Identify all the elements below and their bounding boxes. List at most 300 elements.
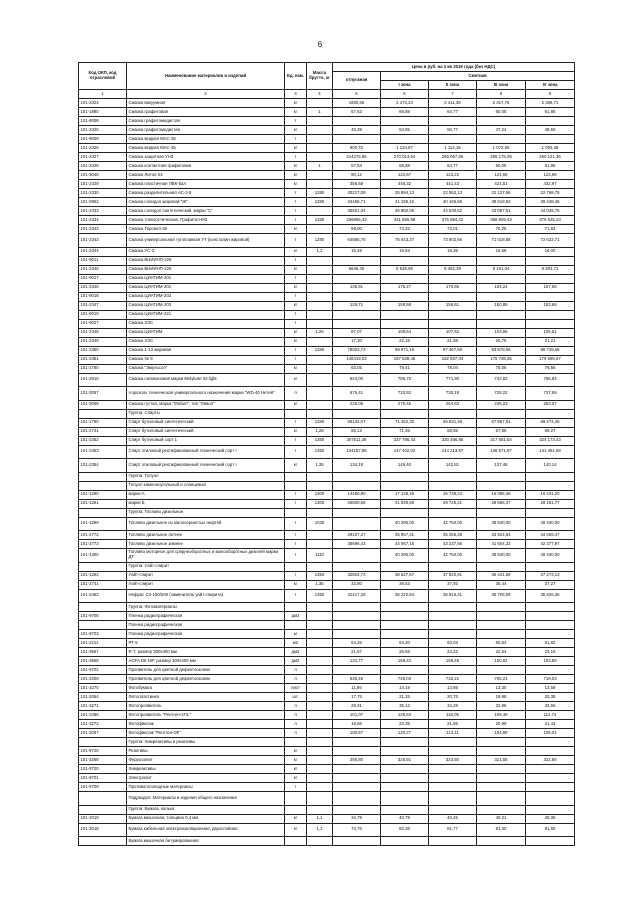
- row-price-zone1: 40 290,00: [381, 549, 429, 563]
- col-header-release: отпускная: [333, 72, 381, 90]
- row-unit: л: [285, 720, 307, 729]
- row-price-zone3: 150,85: [477, 301, 526, 310]
- row-price-release: [333, 783, 381, 792]
- row-price-zone4: 33,66: [526, 702, 575, 711]
- row-price-zone2: 21,58: [429, 337, 477, 346]
- row-name: Толуол каменноугольный и сланцевый: [127, 481, 285, 490]
- row-price-zone4: 167,55: [526, 283, 575, 292]
- table-row: [79, 387, 575, 401]
- row-code: 101-2350: [79, 346, 127, 355]
- table-row: [79, 774, 575, 783]
- col-index: 6: [381, 90, 429, 99]
- row-name: Химреактивы: [127, 765, 285, 774]
- row-code: [79, 738, 127, 747]
- row-price-zone1: [381, 666, 429, 675]
- row-price-zone4: 42 377,97: [526, 540, 575, 549]
- row-price-zone4: 253,07: [526, 400, 575, 409]
- row-name: Пленка радиографическая: [127, 612, 285, 621]
- table-row: [79, 508, 575, 517]
- table-row: [79, 364, 575, 373]
- table-row: [79, 684, 575, 693]
- row-unit: м: [285, 630, 307, 639]
- row-unit: т: [285, 256, 307, 265]
- row-price-zone2: [429, 792, 477, 806]
- row-price-zone4: [526, 774, 575, 783]
- row-name: Топливо дизельное зимнее: [127, 540, 285, 549]
- row-price-release: 676,41: [333, 387, 381, 401]
- row-code: 101-9709: [79, 783, 127, 792]
- row-price-release: 20217,09: [333, 189, 381, 198]
- row-unit: [285, 562, 307, 571]
- table-row: [79, 373, 575, 387]
- row-code: 101-2324: [79, 99, 127, 108]
- row-name: Группа: Бумага, калька: [127, 805, 285, 814]
- row-mass: [307, 207, 333, 216]
- row-mass: [307, 805, 333, 814]
- row-price-zone4: 76,56: [526, 364, 575, 373]
- row-price-release: 295,80: [333, 756, 381, 765]
- row-price-zone1: [381, 481, 429, 490]
- row-code: 101-2211: [79, 639, 127, 648]
- row-code: 101-2344: [79, 247, 127, 256]
- row-mass: [307, 729, 333, 738]
- row-price-zone2: 34,28: [429, 702, 477, 711]
- row-code: 101-1291: [79, 499, 127, 508]
- table-row: [79, 162, 575, 171]
- row-name: Смазка разделительная АС-2-5: [127, 189, 285, 198]
- row-mass: 1,26: [307, 328, 333, 337]
- row-mass: [307, 531, 333, 540]
- row-price-zone2: [429, 292, 477, 301]
- row-mass: [307, 720, 333, 729]
- row-price-zone2: [429, 562, 477, 571]
- col-index: 4: [307, 90, 333, 99]
- row-price-zone3: [477, 319, 526, 328]
- row-code: 101-3058: [79, 400, 127, 409]
- table-row: [79, 549, 575, 563]
- row-price-release: [333, 117, 381, 126]
- row-price-zone3: [477, 774, 526, 783]
- row-name: Группа: Топливо дизельное: [127, 508, 285, 517]
- col-index: 8: [477, 90, 526, 99]
- row-mass: [307, 355, 333, 364]
- row-code: 101-9700: [79, 765, 127, 774]
- row-price-zone2: 375 884,22: [429, 216, 477, 225]
- table-row: [79, 472, 575, 481]
- row-unit: т: [285, 216, 307, 225]
- row-name: Смазка графитовая: [127, 108, 285, 117]
- row-price-zone2: 97 467,60: [429, 346, 477, 355]
- row-price-zone2: 35 916,31: [429, 589, 477, 603]
- row-name: Группа: Химреактивы и реактивы: [127, 738, 285, 747]
- row-price-zone2: [429, 805, 477, 814]
- row-code: 101-2019: [79, 814, 127, 823]
- row-price-zone2: 1 114,15: [429, 144, 477, 153]
- row-price-zone4: 2 368,71: [526, 99, 575, 108]
- row-mass: 1030: [307, 517, 333, 531]
- row-price-zone1: 68,88: [381, 162, 429, 171]
- row-code: 101-2330: [79, 189, 127, 198]
- row-unit: кг: [285, 162, 307, 171]
- row-unit: кг: [285, 225, 307, 234]
- row-price-zone4: 40,35: [526, 814, 575, 823]
- row-price-zone1: 25 894,13: [381, 189, 429, 198]
- row-price-zone4: 108,01: [526, 729, 575, 738]
- row-name: Смазка солидол жировой "Ж": [127, 198, 285, 207]
- row-unit: кг: [285, 756, 307, 765]
- row-price-zone2: [429, 783, 477, 792]
- row-name: Группа: Толуол: [127, 472, 285, 481]
- row-price-release: [333, 666, 381, 675]
- row-price-zone2: [429, 508, 477, 517]
- row-price-zone3: 70,25: [477, 225, 526, 234]
- row-code: 101-9008: [79, 117, 127, 126]
- table-row: [79, 400, 575, 409]
- row-code: [79, 508, 127, 517]
- row-name: Смазка 1-13 жировая: [127, 346, 285, 355]
- row-price-zone4: 39 448,46: [526, 198, 575, 207]
- table-row: [79, 355, 575, 364]
- col-index: 2: [127, 90, 285, 99]
- row-price-zone1: 145,40: [381, 459, 429, 473]
- row-mass: [307, 562, 333, 571]
- row-price-zone4: 21,21: [526, 337, 575, 346]
- row-name: Смазка ЗЭС: [127, 319, 285, 328]
- row-price-release: [333, 310, 381, 319]
- row-mass: [307, 117, 333, 126]
- row-price-release: 336865,33: [333, 216, 381, 225]
- table-row: [79, 328, 575, 337]
- row-mass: [307, 756, 333, 765]
- row-unit: кг: [285, 747, 307, 756]
- row-price-zone1: 446,32: [381, 180, 429, 189]
- row-mass: [307, 301, 333, 310]
- row-code: 101-9027: [79, 319, 127, 328]
- row-mass: [307, 747, 333, 756]
- row-price-zone2: [429, 612, 477, 621]
- row-price-zone3: 138 571,97: [477, 445, 526, 459]
- row-price-release: [333, 774, 381, 783]
- row-price-zone3: [477, 621, 526, 630]
- row-code: 101-2342: [79, 225, 127, 234]
- row-unit: кг: [285, 99, 307, 108]
- col-header-zone4: IV зона: [526, 81, 575, 90]
- row-price-release: 45,39: [333, 126, 381, 135]
- row-name: Электролит: [127, 774, 285, 783]
- row-price-zone2: [429, 319, 477, 328]
- row-code: 101-2346: [79, 283, 127, 292]
- row-price-zone4: 432,97: [526, 180, 575, 189]
- row-price-zone3: 40,21: [477, 814, 526, 823]
- row-price-zone3: 13,30: [477, 684, 526, 693]
- row-name: Фотопроявитель "Рентген-2П1": [127, 711, 285, 720]
- table-row: [79, 265, 575, 274]
- row-code: 101-9011: [79, 256, 127, 265]
- row-price-zone3: 1 072,50: [477, 144, 526, 153]
- row-name: Смазка ЗЭС: [127, 337, 285, 346]
- row-price-release: 1930,65: [333, 99, 381, 108]
- row-mass: 1280: [307, 234, 333, 248]
- row-price-zone2: 144 213,97: [429, 445, 477, 459]
- row-mass: [307, 621, 333, 630]
- table-row: [79, 562, 575, 571]
- row-mass: [307, 283, 333, 292]
- row-price-zone4: 18,00: [526, 247, 575, 256]
- row-price-zone2: 73 902,56: [429, 234, 477, 248]
- row-price-zone1: 147 402,02: [381, 445, 429, 459]
- row-mass: 1350: [307, 571, 333, 580]
- row-price-zone4: [526, 562, 575, 571]
- row-code: 101-3057: [79, 387, 127, 401]
- row-price-zone1: 159,58: [381, 301, 429, 310]
- table-row: [79, 99, 575, 108]
- row-price-zone4: [526, 621, 575, 630]
- table-row: [79, 171, 575, 180]
- table-row: [79, 693, 575, 702]
- row-price-zone4: 379 525,23: [526, 216, 575, 225]
- row-mass: [307, 648, 333, 657]
- row-code: 101-2741: [79, 580, 127, 589]
- row-mass: 1300: [307, 490, 333, 499]
- row-mass: [307, 630, 333, 639]
- row-price-zone2: 64,77: [429, 108, 477, 117]
- row-mass: [307, 711, 333, 720]
- row-price-zone4: 140,14: [526, 459, 575, 473]
- row-price-zone1: [381, 508, 429, 517]
- row-price-zone4: [526, 135, 575, 144]
- row-name: Смазка жидкая МАС-35: [127, 144, 285, 153]
- row-price-release: 34,79: [333, 814, 381, 823]
- row-price-release: 87,07: [333, 328, 381, 337]
- row-price-zone3: [477, 135, 526, 144]
- row-price-zone2: 50,77: [429, 126, 477, 135]
- row-price-zone2: [429, 135, 477, 144]
- row-price-zone2: 40 165,68: [429, 198, 477, 207]
- table-row: [79, 117, 575, 126]
- row-mass: 1,35: [307, 580, 333, 589]
- row-code: 101-2351: [79, 355, 127, 364]
- row-code: [79, 792, 127, 806]
- row-name: марки Б: [127, 499, 285, 508]
- row-price-zone2: 156,49: [429, 657, 477, 666]
- row-name: Уайт-спирит: [127, 580, 285, 589]
- row-code: 101-9019: [79, 310, 127, 319]
- row-mass: 1,35: [307, 459, 333, 473]
- table-row: [79, 648, 575, 657]
- row-price-zone2: 21,85: [429, 720, 477, 729]
- row-name: R-T, размер 300х400 мм: [127, 648, 285, 657]
- row-price-zone3: 109,49: [477, 711, 526, 720]
- row-price-zone3: 38 540,00: [477, 549, 526, 563]
- table-row: [79, 823, 575, 837]
- row-name: Смазка солидол синтетический, марки "С": [127, 207, 285, 216]
- row-code: 101-9017: [79, 274, 127, 283]
- row-price-zone2: 29 725,21: [429, 499, 477, 508]
- row-price-zone1: 19,63: [381, 247, 429, 256]
- row-price-release: 63,05: [333, 364, 381, 373]
- row-price-zone1: 25,58: [381, 648, 429, 657]
- row-name: Аэрозоль техническая универсального назначения марки "WD-40 Нетей": [127, 387, 285, 401]
- row-price-zone3: 104,99: [477, 729, 526, 738]
- row-price-zone3: 75,06: [477, 364, 526, 373]
- row-unit: кг: [285, 580, 307, 589]
- row-price-zone3: [477, 310, 526, 319]
- row-mass: [307, 153, 333, 162]
- row-price-zone1: 71 452,32: [381, 418, 429, 427]
- row-price-zone3: [477, 630, 526, 639]
- row-code: 101-2209: [79, 675, 127, 684]
- row-code: 101-2773: [79, 540, 127, 549]
- row-code: 101-9018: [79, 292, 127, 301]
- row-code: 101-2018: [79, 823, 127, 837]
- row-price-zone2: [429, 603, 477, 612]
- row-price-zone1: 68,88: [381, 108, 429, 117]
- row-price-zone4: 69,27: [526, 427, 575, 436]
- row-unit: т: [285, 445, 307, 459]
- row-price-zone4: 23,16: [526, 648, 575, 657]
- row-price-zone1: 14,19: [381, 684, 429, 693]
- row-name: Смазка Литол-24: [127, 171, 285, 180]
- row-price-release: [333, 612, 381, 621]
- row-price-zone3: 22,54: [477, 648, 526, 657]
- row-unit: дм2: [285, 657, 307, 666]
- row-code: 101-3272: [79, 720, 127, 729]
- row-price-release: 64856,76: [333, 234, 381, 248]
- row-price-zone1: 41 155,10: [381, 198, 429, 207]
- table-row: [79, 765, 575, 774]
- row-code: 101-2347: [79, 301, 127, 310]
- row-name: Смазка универсальная тугоплавкая УТ (консталин жировой): [127, 234, 285, 248]
- row-name: Пленка радиографическая: [127, 630, 285, 639]
- row-price-zone1: [381, 774, 429, 783]
- table-row: [79, 580, 575, 589]
- row-code: 101-2329: [79, 180, 127, 189]
- row-mass: 1350: [307, 445, 333, 459]
- row-price-zone1: 44 067,15: [381, 540, 429, 549]
- row-code: [79, 621, 127, 630]
- row-price-zone1: 125,53: [381, 711, 429, 720]
- row-price-zone3: 60,64: [477, 639, 526, 648]
- row-mass: [307, 639, 333, 648]
- row-price-release: 34456,71: [333, 198, 381, 207]
- row-mass: 1: [307, 108, 333, 117]
- row-price-release: 17,75: [333, 693, 381, 702]
- row-name: Смазка пластичная ПВК-5ал: [127, 180, 285, 189]
- row-name: Смазка тонкоостическая, Графитол-МЗ: [127, 216, 285, 225]
- price-table: [78, 62, 575, 846]
- row-unit: л: [285, 729, 307, 738]
- row-mass: 1,1: [307, 814, 333, 823]
- row-price-release: 136,91: [333, 283, 381, 292]
- row-mass: [307, 792, 333, 806]
- row-price-zone3: [477, 666, 526, 675]
- row-mass: [307, 540, 333, 549]
- row-price-zone3: 93 678,06: [477, 346, 526, 355]
- row-price-release: 17,30: [333, 337, 381, 346]
- row-price-zone3: 16,58: [477, 247, 526, 256]
- row-price-zone1: [381, 738, 429, 747]
- table-row: [79, 531, 575, 540]
- row-price-zone2: 78,04: [429, 364, 477, 373]
- row-price-zone4: 71,63: [526, 225, 575, 234]
- row-mass: [307, 472, 333, 481]
- row-price-zone2: 264,63: [429, 400, 477, 409]
- row-unit: т: [285, 499, 307, 508]
- table-row: [79, 720, 575, 729]
- row-price-zone4: 61,86: [526, 108, 575, 117]
- row-unit: [285, 409, 307, 418]
- row-price-zone3: 33 924,64: [477, 531, 526, 540]
- row-unit: [285, 792, 307, 806]
- col-index: 3: [285, 90, 307, 99]
- row-price-zone1: [381, 562, 429, 571]
- row-mass: 1,2: [307, 247, 333, 256]
- row-price-zone4: 95 739,68: [526, 346, 575, 355]
- row-unit: лист: [285, 684, 307, 693]
- row-mass: [307, 603, 333, 612]
- row-price-zone2: 771,30: [429, 373, 477, 387]
- row-price-zone3: 726,22: [477, 387, 526, 401]
- row-price-zone4: [526, 319, 575, 328]
- row-price-release: 26800,56: [333, 499, 381, 508]
- row-price-zone3: 67 857,61: [477, 418, 526, 427]
- row-price-release: 900,70: [333, 144, 381, 153]
- row-code: 101-1300: [79, 549, 127, 563]
- row-code: 101-1880: [79, 108, 127, 117]
- row-price-release: 35601,04: [333, 207, 381, 216]
- table-row: [79, 108, 575, 117]
- row-price-zone4: 153,68: [526, 301, 575, 310]
- row-price-zone1: 786,75: [381, 373, 429, 387]
- row-price-zone2: 730,19: [429, 387, 477, 401]
- row-price-zone3: 47,24: [477, 126, 526, 135]
- row-name: Реактивы: [127, 747, 285, 756]
- row-mass: [307, 693, 333, 702]
- row-price-zone4: [526, 310, 575, 319]
- row-price-zone3: 321,55: [477, 756, 526, 765]
- row-unit: т: [285, 189, 307, 198]
- row-price-release: 32,80: [333, 580, 381, 589]
- row-price-zone3: 43 087,51: [477, 207, 526, 216]
- row-unit: [285, 837, 307, 846]
- table-row: [79, 418, 575, 427]
- row-price-release: 57,63: [333, 108, 381, 117]
- row-price-zone4: [526, 783, 575, 792]
- row-price-zone2: 323,50: [429, 756, 477, 765]
- row-mass: [307, 702, 333, 711]
- row-unit: т: [285, 153, 307, 162]
- row-price-zone3: 368 609,43: [477, 216, 526, 225]
- row-name: Спирт бутиловый синтетический: [127, 427, 285, 436]
- table-row: [79, 427, 575, 436]
- row-unit: т: [285, 310, 307, 319]
- row-price-release: 630,48: [333, 675, 381, 684]
- row-unit: кг: [285, 774, 307, 783]
- row-price-zone1: [381, 747, 429, 756]
- row-price-zone1: [381, 310, 429, 319]
- table-row: [79, 621, 575, 630]
- row-mass: [307, 684, 333, 693]
- row-name: Смазка ЦИАТИМ-221: [127, 310, 285, 319]
- row-mass: 1110: [307, 549, 333, 563]
- row-mass: [307, 657, 333, 666]
- row-price-zone1: [381, 292, 429, 301]
- row-price-zone1: 733,82: [381, 387, 429, 401]
- row-mass: 1300: [307, 499, 333, 508]
- row-price-zone4: [526, 837, 575, 846]
- row-code: [79, 409, 127, 418]
- row-name: Проявитель для цветной дефектоскопии: [127, 666, 285, 675]
